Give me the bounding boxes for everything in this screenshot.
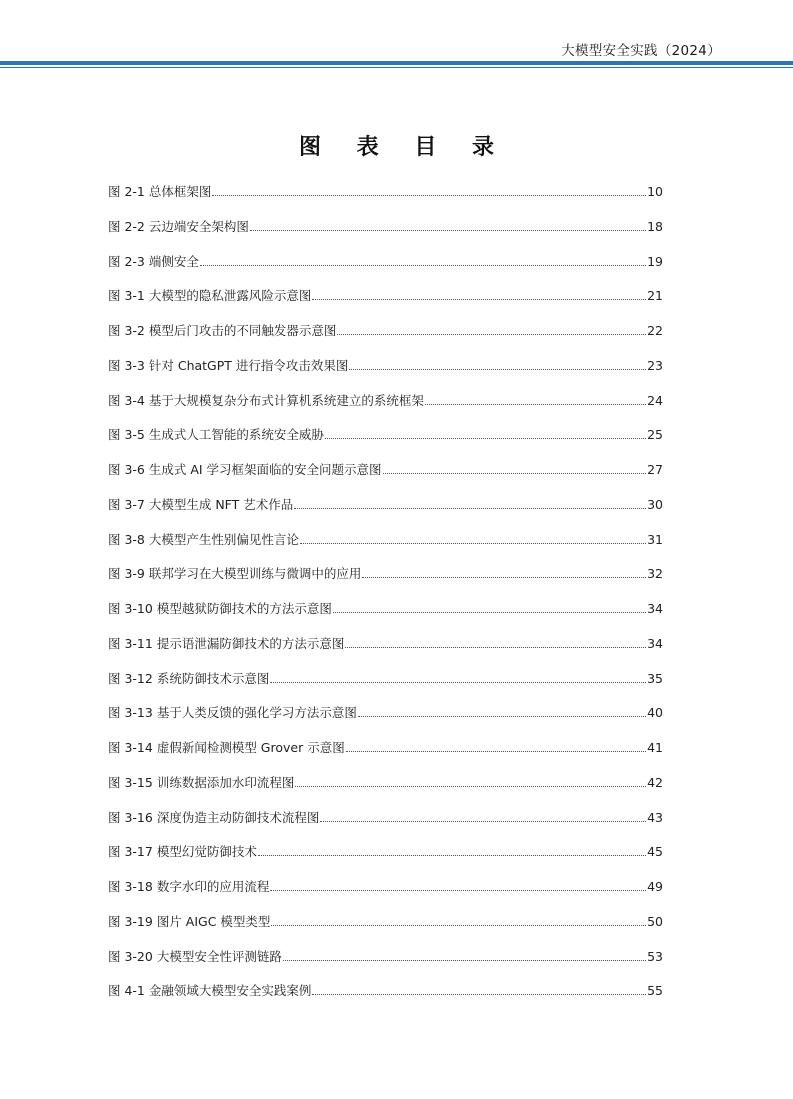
toc-entry-label: 图 3-13 基于人类反馈的强化学习方法示意图 [108, 705, 357, 721]
toc-entry[interactable] [108, 218, 663, 253]
toc-entry-label: 图 3-19 图片 AIGC 模型类型 [108, 913, 271, 929]
toc-entry-page: 30 [647, 496, 663, 512]
toc-entry-page: 22 [647, 323, 663, 338]
toc-dot-leader [294, 496, 646, 509]
toc-entry-label: 图 3-1 大模型的隐私泄露风险示意图 [108, 288, 312, 304]
toc-entry-page: 49 [647, 879, 663, 894]
toc-entry[interactable] [108, 704, 663, 739]
header-rule-thin [0, 67, 793, 68]
toc-dot-leader [258, 843, 646, 856]
toc-entry[interactable] [108, 565, 663, 600]
toc-entry-label: 图 3-18 数字水印的应用流程 [108, 879, 270, 894]
toc-entry[interactable] [108, 322, 663, 357]
toc-entry[interactable] [108, 461, 663, 496]
toc-entry-page: 10 [647, 184, 663, 199]
toc-dot-leader [312, 982, 646, 995]
table-of-figures [108, 183, 663, 1017]
toc-entry-label: 图 2-2 云边端安全架构图 [108, 218, 249, 234]
toc-entry-label: 图 3-8 大模型产生性别偏见性言论 [108, 531, 299, 547]
toc-entry-label: 图 3-6 生成式 AI 学习框架面临的安全问题示意图 [108, 462, 382, 477]
toc-entry-page: 34 [647, 635, 663, 651]
toc-entry-page: 25 [647, 427, 663, 443]
toc-entry-page: 41 [647, 740, 663, 755]
toc-entry-page: 55 [647, 983, 663, 999]
toc-entry-label: 图 3-15 训练数据添加水印流程图 [108, 774, 295, 790]
toc-entry[interactable] [108, 392, 663, 427]
toc-entry[interactable] [108, 183, 663, 218]
toc-entry[interactable] [108, 809, 663, 844]
toc-entry-label: 图 3-9 联邦学习在大模型训练与微调中的应用 [108, 566, 362, 582]
toc-entry-label: 图 3-3 针对 ChatGPT 进行指令攻击效果图 [108, 357, 349, 373]
toc-dot-leader [425, 392, 646, 405]
toc-entry-page: 23 [647, 357, 663, 373]
toc-entry[interactable] [108, 982, 663, 1017]
toc-entry[interactable] [108, 913, 663, 948]
toc-entry[interactable] [108, 774, 663, 809]
toc-dot-leader [349, 357, 646, 370]
toc-entry-page: 18 [647, 218, 663, 234]
toc-dot-leader [337, 322, 646, 335]
toc-dot-leader [346, 739, 646, 752]
toc-entry-label: 图 4-1 金融领域大模型安全实践案例 [108, 983, 312, 999]
toc-entry-label: 图 3-16 深度伪造主动防御技术流程图 [108, 809, 320, 825]
toc-entry[interactable] [108, 843, 663, 878]
toc-dot-leader [300, 531, 646, 544]
toc-dot-leader [212, 183, 646, 196]
toc-entry-page: 40 [647, 705, 663, 721]
toc-dot-leader [283, 948, 646, 961]
toc-entry[interactable] [108, 357, 663, 392]
toc-dot-leader [270, 878, 646, 891]
toc-entry-page: 53 [647, 948, 663, 964]
toc-entry[interactable] [108, 496, 663, 531]
toc-entry[interactable] [108, 878, 663, 913]
toc-dot-leader [200, 253, 646, 266]
toc-entry-label: 图 2-1 总体框架图 [108, 184, 212, 199]
toc-entry-page: 24 [647, 392, 663, 408]
toc-entry-label: 图 3-2 模型后门攻击的不同触发器示意图 [108, 323, 337, 338]
toc-dot-leader [383, 461, 647, 474]
toc-entry[interactable] [108, 287, 663, 322]
header-title: 大模型安全实践（2024） [561, 43, 721, 59]
toc-entry-label: 图 3-17 模型幻觉防御技术 [108, 844, 257, 860]
toc-entry-page: 43 [647, 809, 663, 825]
toc-entry-page: 32 [647, 566, 663, 582]
toc-entry-page: 42 [647, 774, 663, 790]
toc-entry-page: 27 [647, 462, 663, 477]
toc-entry-label: 图 2-3 端侧安全 [108, 253, 199, 269]
toc-dot-leader [362, 565, 646, 578]
toc-entry-label: 图 3-11 提示语泄漏防御技术的方法示意图 [108, 635, 345, 651]
toc-dot-leader [345, 635, 646, 648]
toc-entry-page: 45 [647, 844, 663, 860]
toc-entry[interactable] [108, 531, 663, 566]
toc-entry-page: 31 [647, 531, 663, 547]
toc-entry-page: 21 [647, 288, 663, 304]
toc-entry-label: 图 3-4 基于大规模复杂分布式计算机系统建立的系统框架 [108, 392, 424, 408]
toc-entry-page: 50 [647, 913, 663, 929]
toc-entry-label: 图 3-7 大模型生成 NFT 艺术作品 [108, 496, 294, 512]
toc-dot-leader [270, 670, 646, 683]
toc-entry-label: 图 3-20 大模型安全性评测链路 [108, 948, 282, 964]
toc-entry-page: 34 [647, 601, 663, 616]
toc-dot-leader [295, 774, 646, 787]
page-title: 图 表 目 录 [299, 134, 508, 160]
toc-dot-leader [325, 426, 646, 439]
toc-entry[interactable] [108, 739, 663, 774]
toc-entry-label: 图 3-5 生成式人工智能的系统安全威胁 [108, 427, 324, 443]
toc-entry[interactable] [108, 600, 663, 635]
toc-dot-leader [358, 704, 646, 717]
toc-entry[interactable] [108, 948, 663, 983]
toc-dot-leader [333, 600, 646, 613]
toc-entry-label: 图 3-12 系统防御技术示意图 [108, 670, 270, 686]
toc-entry-page: 35 [647, 670, 663, 686]
toc-entry[interactable] [108, 426, 663, 461]
toc-dot-leader [320, 809, 646, 822]
toc-entry-page: 19 [647, 253, 663, 269]
toc-dot-leader [271, 913, 646, 926]
toc-entry[interactable] [108, 670, 663, 705]
toc-dot-leader [250, 218, 646, 231]
toc-entry-label: 图 3-10 模型越狱防御技术的方法示意图 [108, 601, 332, 616]
toc-entry[interactable] [108, 253, 663, 288]
toc-entry-label: 图 3-14 虚假新闻检测模型 Grover 示意图 [108, 740, 345, 755]
toc-entry[interactable] [108, 635, 663, 670]
toc-dot-leader [312, 287, 646, 300]
header-rule-thick [0, 61, 793, 65]
